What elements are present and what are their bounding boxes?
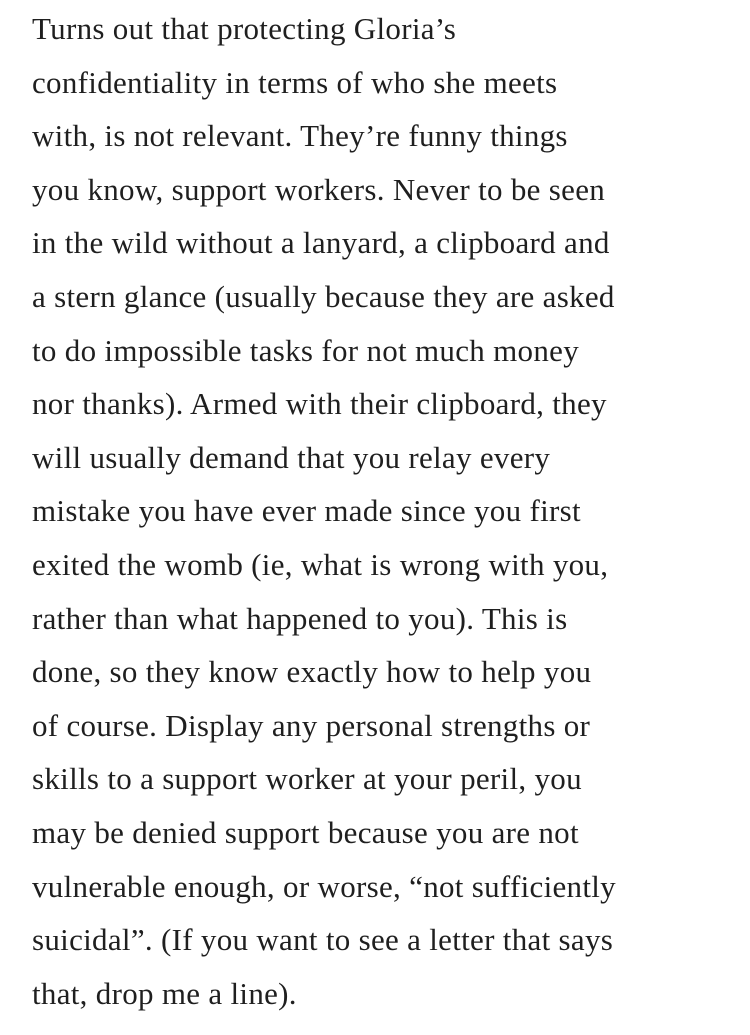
text-line: done, so they know exactly how to help you bbox=[32, 654, 592, 690]
text-line: to do impossible tasks for not much money bbox=[32, 332, 580, 368]
text-line: a stern glance (usually because they are asked bbox=[32, 278, 615, 314]
text-line: nor thanks). Armed with their clipboard, they bbox=[32, 386, 607, 422]
text-line: suicidal”. (If you want to see a letter that says bbox=[32, 922, 614, 958]
text-line: mistake you have ever made since you first bbox=[32, 493, 581, 529]
text-line: you know, support workers. Never to be seen bbox=[32, 171, 606, 207]
text-line: confidentiality in terms of who she meets bbox=[32, 64, 558, 100]
text-line: exited the womb (ie, what is wrong with you, bbox=[32, 546, 609, 582]
text-line: rather than what happened to you). This is bbox=[32, 600, 568, 636]
text-line: that, drop me a line). bbox=[32, 975, 297, 1011]
text-line: may be denied support because you are not bbox=[32, 814, 579, 850]
text-line: vulnerable enough, or worse, “not sufficiently bbox=[32, 868, 616, 904]
text-line: with, is not relevant. They’re funny things bbox=[32, 118, 568, 154]
text-line: skills to a support worker at your peril, you bbox=[32, 761, 582, 797]
text-line: will usually demand that you relay every bbox=[32, 439, 551, 475]
text-line: Turns out that protecting Gloria’s bbox=[32, 11, 457, 46]
text-line: in the wild without a lanyard, a clipboard and bbox=[32, 225, 610, 261]
article-paragraph bbox=[32, 8, 732, 1026]
text-line: of course. Display any personal strengths or bbox=[32, 707, 591, 743]
